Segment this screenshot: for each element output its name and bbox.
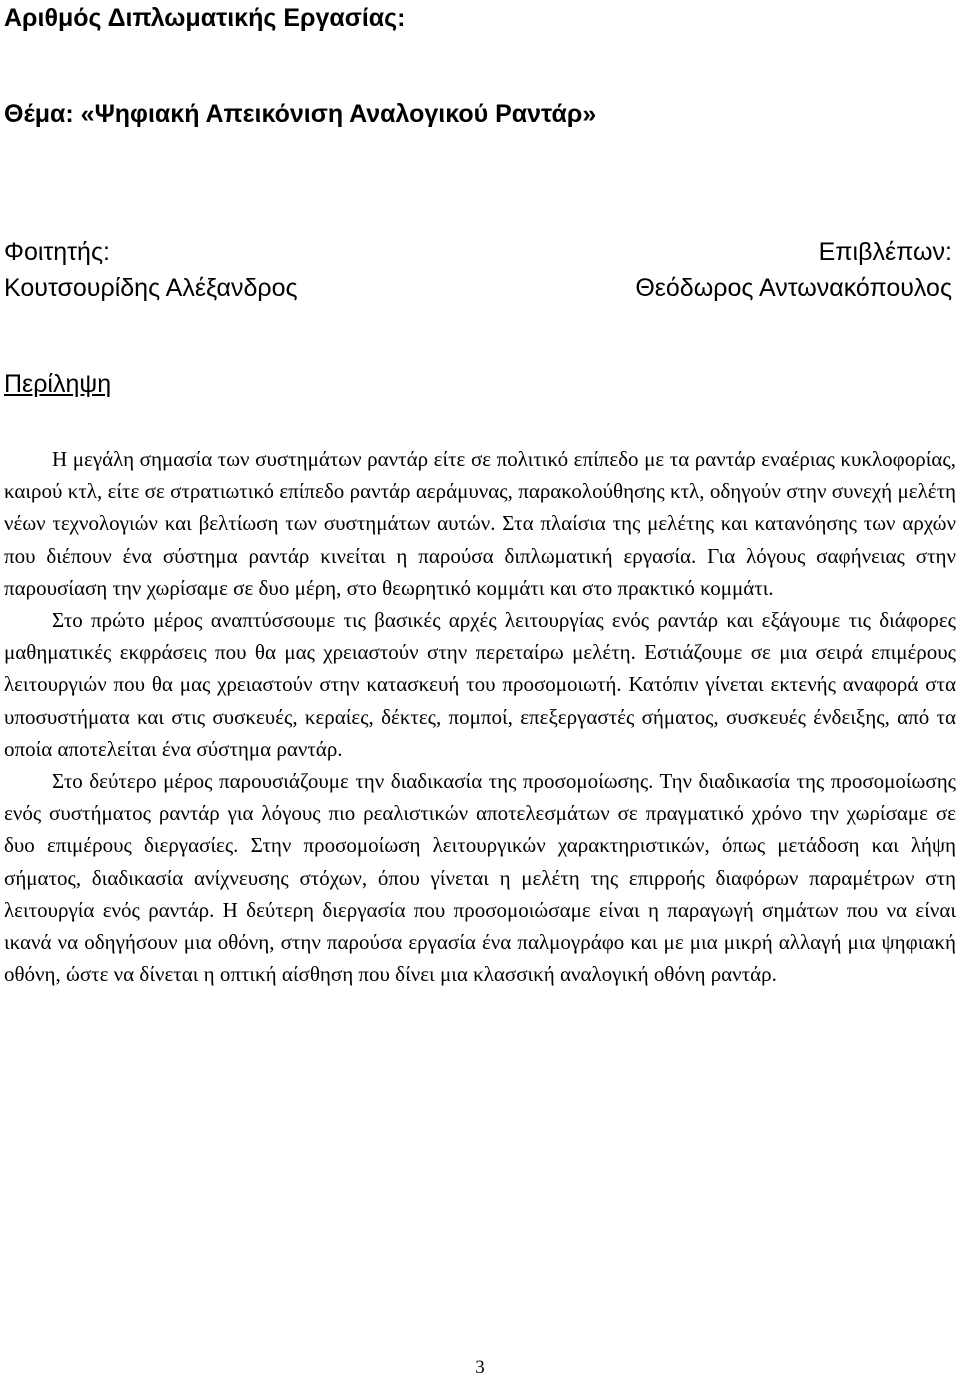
abstract-body bbox=[4, 443, 956, 990]
thesis-number-label: Αριθμός Διπλωματικής Εργασίας: bbox=[4, 4, 406, 32]
abstract-paragraph: Στο δεύτερο μέρος παρουσιάζουμε την διαδικασία της προσομοίωσης. Την διαδικασία της προσομοίωσης ενός συστήματος ραντάρ για λόγους πιο ρεαλιστικών αποτελεσμάτων σε πραγματικό χρόνο την χωρίσαμε σε δυο επιμέρους διεργασίες. Στην προσομοίωση λειτουργικών χαρακτηριστικών, όπως μετάδοση και λήψη σήματος, διαδικασία ανίχνευσης στόχων, όπου γίνεται η μελέτη της επιρροής διαφόρων παραμέτρων στη λειτουργία ενός ραντάρ. Η δεύτερη διεργασία που προσομοιώσαμε είναι η παραγωγή σημάτων που να είναι ικανά να οδηγήσουν μια οθόνη, στην παρούσα εργασία ένα παλμογράφο και με μια μικρή αλλαγή μια ψηφιακή οθόνη, ώστε να δίνεται η οπτική αίσθηση που δίνει μια κλασσική αναλογική οθόνη ραντάρ. bbox=[4, 769, 956, 987]
supervisor-block bbox=[635, 234, 952, 306]
page-number: 3 bbox=[475, 1357, 485, 1378]
abstract-heading: Περίληψη bbox=[4, 370, 112, 398]
thesis-topic: Θέμα: «Ψηφιακή Απεικόνιση Αναλογικού Ραντάρ» bbox=[4, 100, 597, 128]
abstract-paragraph: Η μεγάλη σημασία των συστημάτων ραντάρ είτε σε πολιτικό επίπεδο με τα ραντάρ εναέριας κυκλοφορίας, καιρού κτλ, είτε σε στρατιωτικό επίπεδο ραντάρ αεράμυνας, παρακολούθησης κτλ, οδηγούν στην συνεχή μελέτη νέων τεχνολογιών και βελτίωση των συστημάτων αυτών. Στα πλαίσια της μελέτης και κατανόησης των αρχών που διέπουν ένα σύστημα ραντάρ κινείται η παρούσα διπλωματική εργασία. Για λόγους σαφήνειας στην παρουσίαση την χωρίσαμε σε δυο μέρη, στο θεωρητικό κομμάτι και στο πρακτικό κομμάτι. bbox=[4, 447, 956, 600]
abstract-paragraph: Στο πρώτο μέρος αναπτύσσουμε τις βασικές αρχές λειτουργίας ενός ραντάρ και εξάγουμε τις διάφορες μαθηματικές εκφράσεις που θα μας χρειαστούν στην περεταίρω μελέτη. Εστιάζουμε σε μια σειρά επιμέρους λειτουργιών που θα μας χρειαστούν στην κατασκευή του προσομοιωτή. Κατόπιν γίνεται εκτενής αναφορά στα υποσυστήματα και στις συσκευές, κεραίες, δέκτες, πομποί, επεξεργαστές σήματος, συσκευές ένδειξης, από τα οποία αποτελείται ένα σύστημα ραντάρ. bbox=[4, 608, 956, 761]
supervisor-name: Θεόδωρος Αντωνακόπουλος bbox=[635, 274, 952, 302]
supervisor-label: Επιβλέπων: bbox=[818, 238, 952, 266]
student-label: Φοιτητής: bbox=[4, 238, 110, 266]
student-name: Κουτσουρίδης Αλέξανδρος bbox=[4, 274, 298, 302]
student-block bbox=[4, 234, 298, 306]
